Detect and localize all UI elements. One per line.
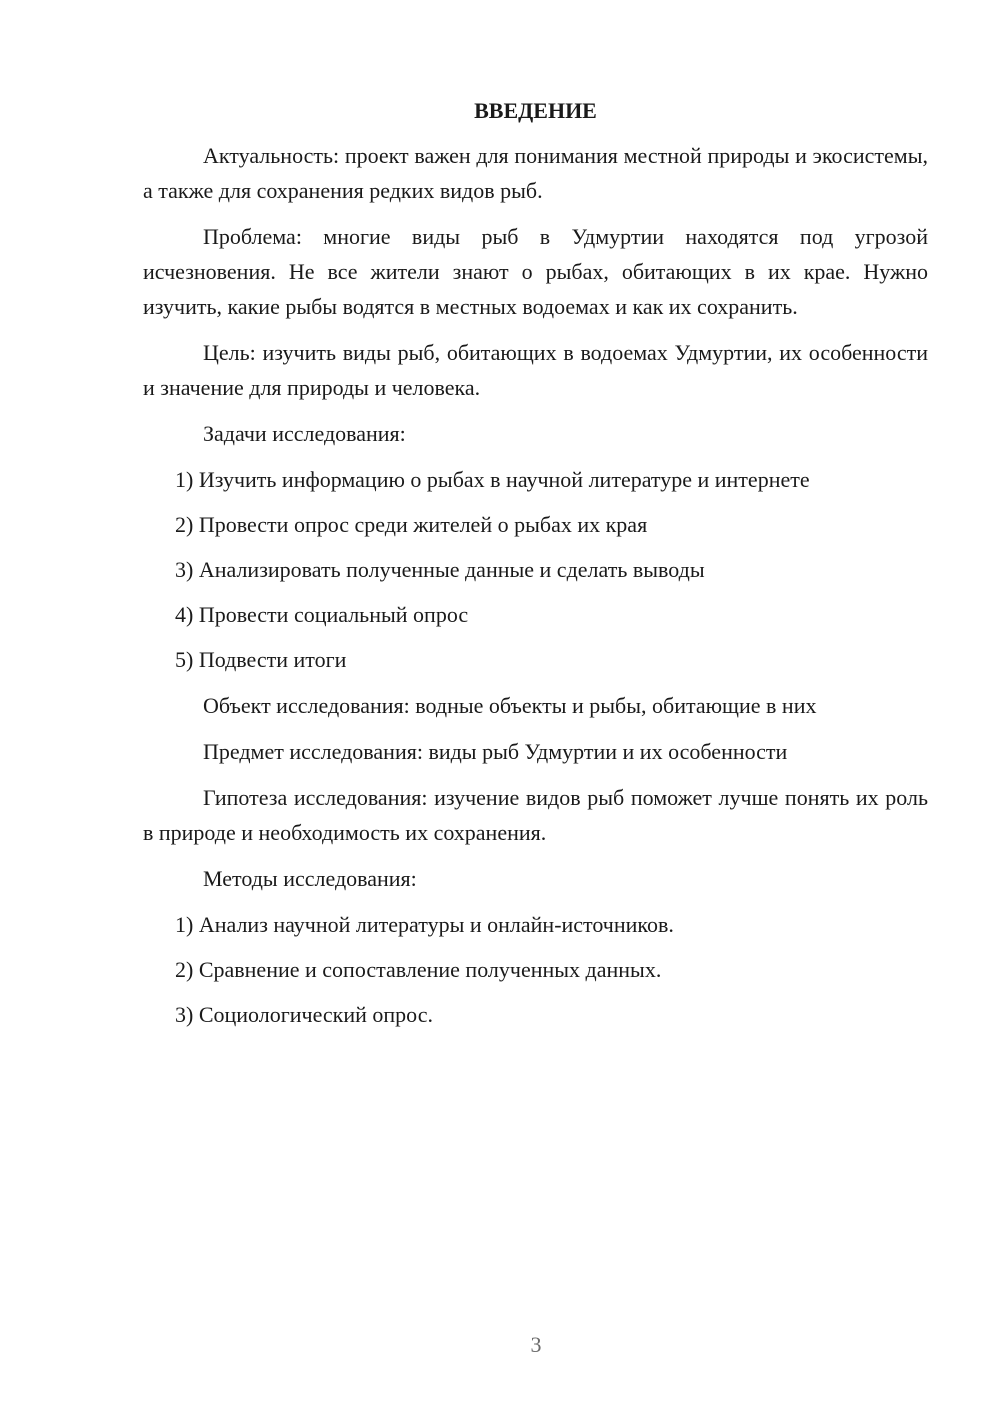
method-item: 3) Социологический опрос. [175, 1002, 433, 1027]
page-number: 3 [530, 1332, 542, 1357]
methods-heading: Методы исследования: [203, 866, 417, 891]
subject-paragraph: Предмет исследования: виды рыб Удмуртии и их особенности [203, 739, 788, 764]
goal-paragraph: Цель: изучить виды рыб, обитающих в водоемах Удмуртии, их особенности и значение для природы и человека. [143, 340, 928, 400]
object-paragraph: Объект исследования: водные объекты и рыбы, обитающие в них [203, 693, 817, 718]
task-item: 3) Анализировать полученные данные и сделать выводы [175, 557, 705, 582]
tasks-list [143, 462, 928, 677]
task-item: 1) Изучить информацию о рыбах в научной литературе и интернете [175, 467, 810, 492]
problem-paragraph: Проблема: многие виды рыб в Удмуртии находятся под угрозой исчезновения. Не все жители знают о рыбах, обитающих в их крае. Нужно изучить, какие рыбы водятся в местных водоемах и как их сохранить. [143, 224, 928, 319]
task-item: 2) Провести опрос среди жителей о рыбах их края [175, 512, 648, 537]
hypothesis-paragraph: Гипотеза исследования: изучение видов рыб поможет лучше понять их роль в природе и необходимость их сохранения. [143, 785, 928, 845]
methods-list [143, 907, 928, 1032]
method-item: 2) Сравнение и сопоставление полученных данных. [175, 957, 662, 982]
task-item: 5) Подвести итоги [175, 647, 347, 672]
relevance-paragraph: Актуальность: проект важен для понимания местной природы и экосистемы, а также для сохранения редких видов рыб. [143, 143, 928, 203]
tasks-heading: Задачи исследования: [203, 421, 406, 446]
document-body [143, 93, 928, 1043]
section-title: ВВЕДЕНИЕ [474, 98, 597, 123]
task-item: 4) Провести социальный опрос [175, 602, 469, 627]
method-item: 1) Анализ научной литературы и онлайн-источников. [175, 912, 674, 937]
